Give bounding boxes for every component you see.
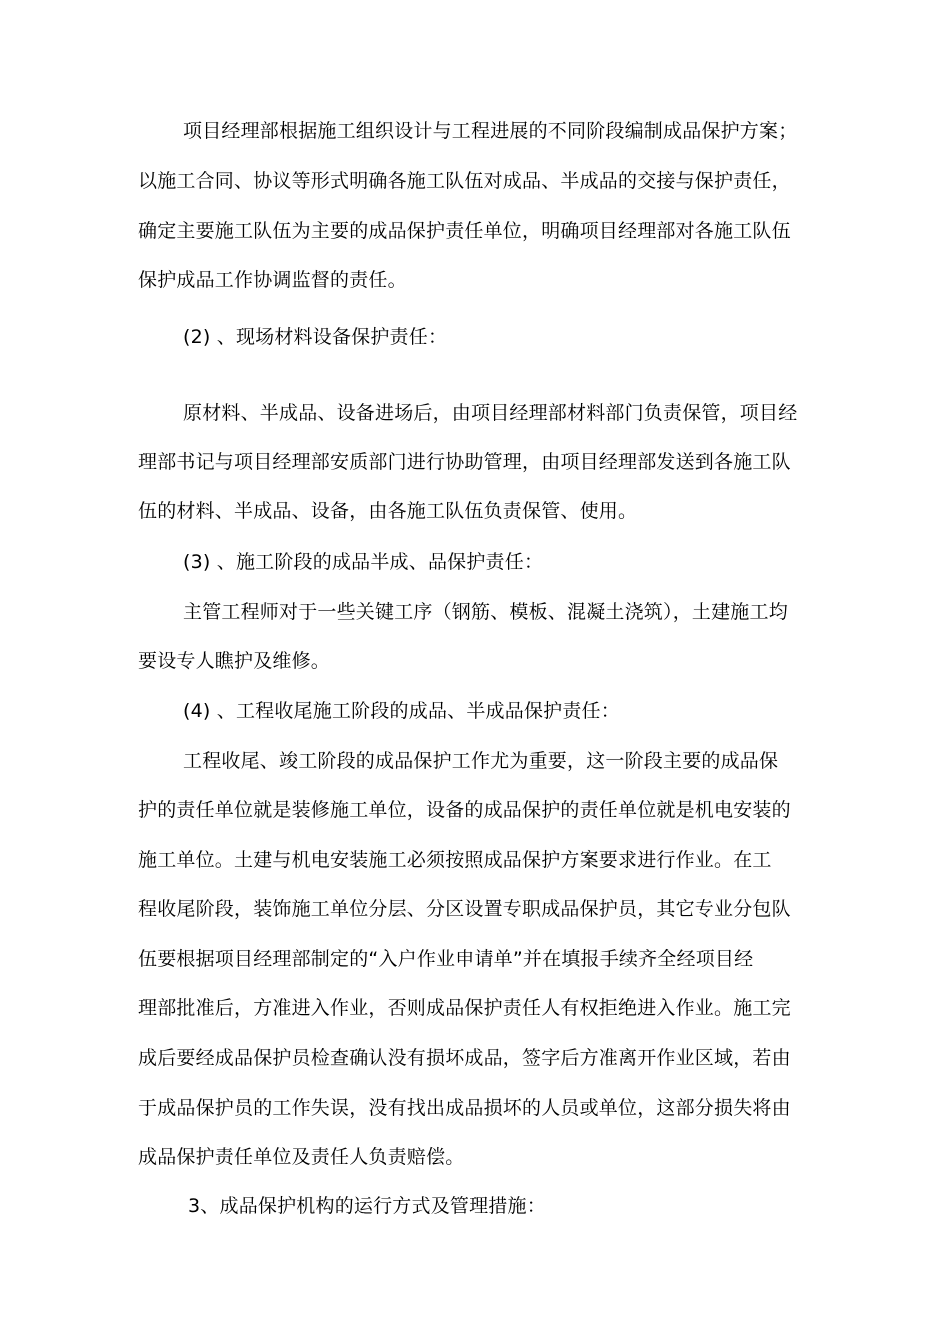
paragraph-line: 伍的材料、半成品、设备，由各施工队伍负责保管、使用。 [138,500,638,522]
paragraph-line: 成品保护责任单位及责任人负责赔偿。 [138,1146,465,1168]
paragraph-line: 要设专人瞧护及维修。 [138,650,331,672]
section-heading-main-3: 3、成品保护机构的运行方式及管理措施： [188,1195,546,1217]
paragraph-line: 以施工合同、协议等形式明确各施工队伍对成品、半成品的交接与保护责任， [138,170,791,192]
paragraph-line: 理部批准后，方准进入作业，否则成品保护责任人有权拒绝进入作业。施工完 [138,997,791,1019]
section-heading-3: (3) 、施工阶段的成品半成、品保护责任： [183,551,544,573]
paragraph-line: 项目经理部根据施工组织设计与工程进展的不同阶段编制成品保护方案； [183,120,798,142]
paragraph-line: 工程收尾、竣工阶段的成品保护工作尤为重要，这一阶段主要的成品保 [183,750,779,772]
section-heading-4: (4) 、工程收尾施工阶段的成品、半成品保护责任： [183,700,620,722]
section-heading-2: (2) 、现场材料设备保护责任： [183,326,448,348]
paragraph-line: 施工单位。土建与机电安装施工必须按照成品保护方案要求进行作业。在工 [138,849,772,871]
paragraph-line: 伍要根据项目经理部制定的“入户作业申请单”并在填报手续齐全经项目经 [138,948,754,970]
paragraph-line: 于成品保护员的工作失误，没有找出成品损坏的人员或单位，这部分损失将由 [138,1097,791,1119]
paragraph-line: 护的责任单位就是装修施工单位，设备的成品保护的责任单位就是机电安装的 [138,799,791,821]
paragraph-line: 成后要经成品保护员检查确认没有损坏成品，签字后方准离开作业区域，若由 [138,1047,791,1069]
paragraph-line: 原材料、半成品、设备进场后，由项目经理部材料部门负责保管，项目经 [183,402,798,424]
paragraph-line: 保护成品工作协调监督的责任。 [138,269,407,291]
paragraph-line: 主管工程师对于一些关键工序（钢筋、模板、混凝土浇筑），土建施工均 [183,601,788,623]
paragraph-line: 确定主要施工队伍为主要的成品保护责任单位，明确项目经理部对各施工队伍 [138,220,791,242]
paragraph-line: 程收尾阶段，装饰施工单位分层、分区设置专职成品保护员，其它专业分包队 [138,898,791,920]
paragraph-line: 理部书记与项目经理部安质部门进行协助管理，由项目经理部发送到各施工队 [138,451,791,473]
